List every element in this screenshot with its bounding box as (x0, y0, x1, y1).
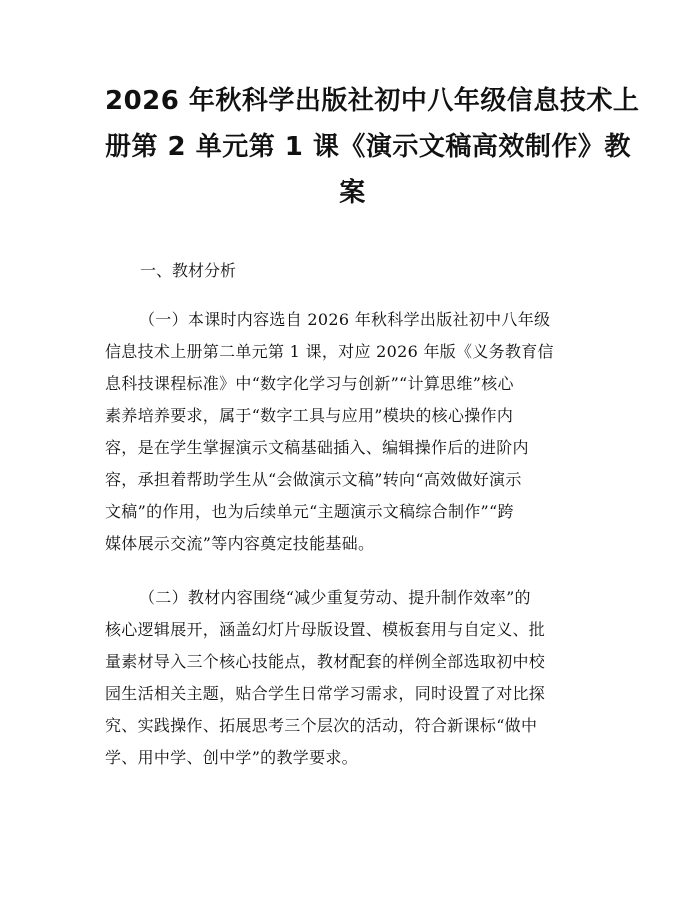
paragraph-2-line-5: 究、实践操作、拓展思考三个层次的活动，符合新课标“做中 (105, 716, 538, 735)
paragraph-2-line-1: （二）教材内容围绕“减少重复劳动、提升制作效率”的 (139, 588, 531, 607)
title-line-2: 册第 2 单元第 1 课《演示文稿高效制作》教 (105, 132, 631, 162)
paragraph-2-line-3: 量素材导入三个核心技能点，教材配套的样例全部选取初中校 (105, 652, 546, 671)
paragraph-1-line-6: 容，承担着帮助学生从“会做演示文稿”转向“高效做好演示 (105, 470, 522, 489)
document-title (105, 78, 640, 216)
title-line-1: 2026 年秋科学出版社初中八年级信息技术上 (105, 86, 640, 116)
paragraph-1-line-4: 素养培养要求，属于“数字工具与应用”模块的核心操作内 (105, 406, 514, 425)
paragraph-1-line-3: 息科技课程标准》中“数字化学习与创新”“计算思维”核心 (105, 374, 514, 393)
section-heading-textbook-analysis: 一、教材分析 (140, 261, 237, 280)
paragraph-2-line-2: 核心逻辑展开，涵盖幻灯片母版设置、模板套用与自定义、批 (105, 620, 546, 639)
paragraph-2-line-4: 园生活相关主题，贴合学生日常学习需求，同时设置了对比探 (105, 684, 546, 703)
paragraph-1-line-7: 文稿”的作用，也为后续单元“主题演示文稿综合制作”“跨 (105, 502, 514, 521)
paragraph-1-line-8: 媒体展示交流”等内容奠定技能基础。 (105, 534, 375, 553)
paragraph-1-line-2: 信息技术上册第二单元第 1 课，对应 2026 年版《义务教育信 (105, 342, 554, 361)
paragraph-2-line-6: 学、用中学、创中学”的教学要求。 (105, 748, 358, 767)
paragraph-2 (105, 582, 600, 774)
paragraph-1-line-5: 容，是在学生掌握演示文稿基础插入、编辑操作后的进阶内 (105, 438, 529, 457)
title-line-3: 案 (339, 178, 366, 208)
paragraph-1 (105, 304, 600, 560)
paragraph-1-line-1: （一）本课时内容选自 2026 年秋科学出版社初中八年级 (139, 310, 551, 329)
